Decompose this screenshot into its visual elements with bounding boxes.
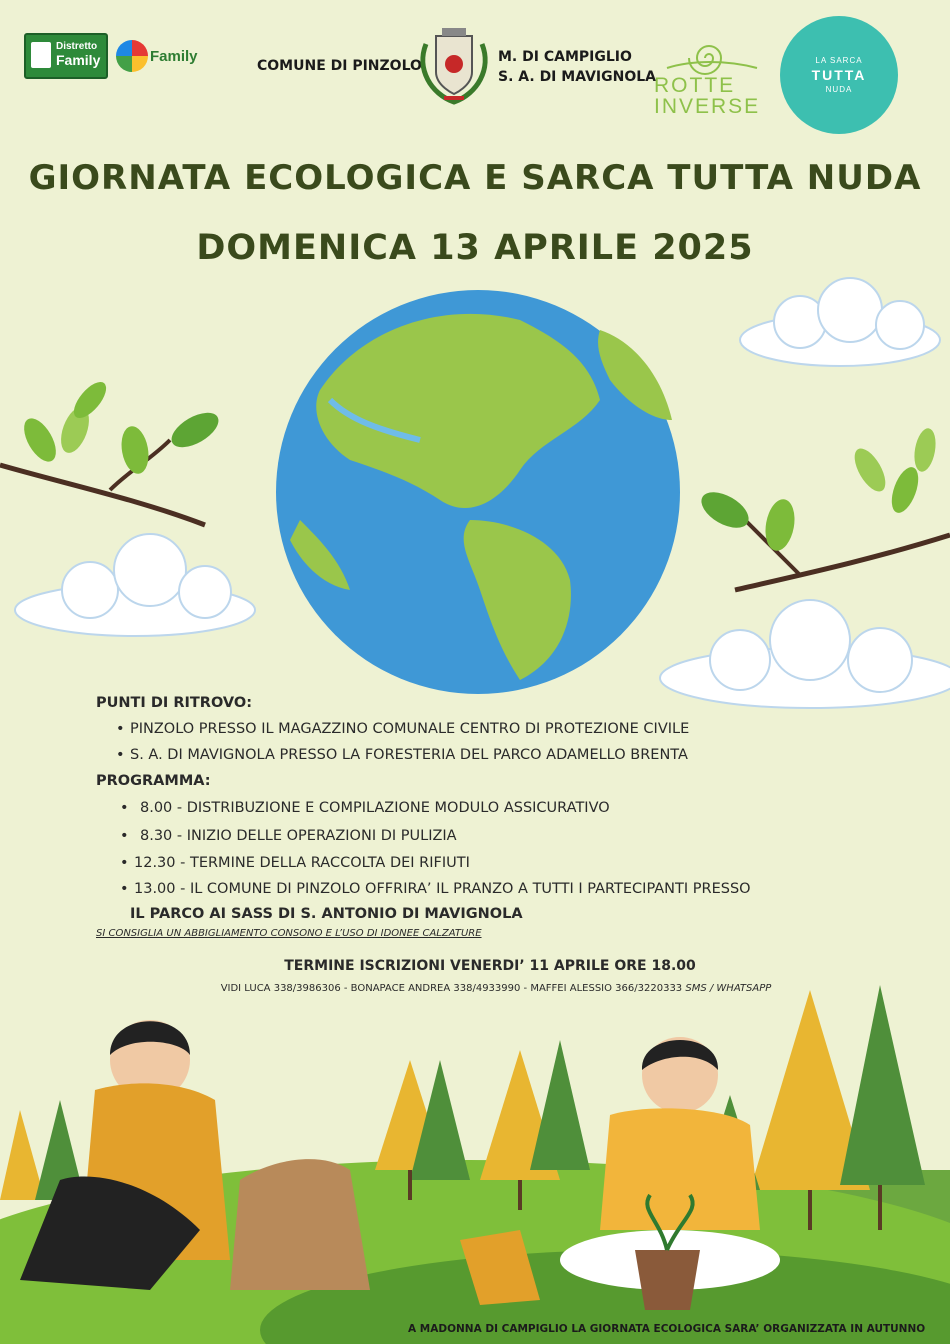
rotte-inverse-logo xyxy=(652,38,767,118)
programma-item: • 12.30 - TERMINE DELLA RACCOLTA DEI RIFIUTI xyxy=(118,850,816,876)
ritrovo-item: • PINZOLO PRESSO IL MAGAZZINO COMUNALE CENTRO DI PROTEZIONE CIVILE xyxy=(114,716,816,742)
sarca-line2: TUTTA xyxy=(811,67,867,83)
landscape-icon xyxy=(0,985,950,1344)
registration-deadline: TERMINE ISCRIZIONI VENERDI’ 11 APRILE ORE 18.00 xyxy=(284,958,696,974)
family-trentino-logo xyxy=(116,38,198,78)
earth-globe-icon xyxy=(276,290,680,694)
programma-item: • 8.00 - DISTRIBUZIONE E COMPILAZIONE MODULO ASSICURATIVO xyxy=(118,794,816,822)
distretto-line2: Family xyxy=(56,52,101,68)
cloud-left-icon xyxy=(15,534,255,636)
distretto-line1: Distretto xyxy=(56,41,98,52)
frazione-mavignola: S. A. DI MAVIGNOLA xyxy=(498,69,656,85)
comune-label: COMUNE DI PINZOLO xyxy=(257,58,422,74)
contacts-line xyxy=(0,983,950,994)
contacts-names: VIDI LUCA 338/3986306 - BONAPACE ANDREA 338/4933990 - MAFFEI ALESSIO 366/3220333 xyxy=(220,983,683,994)
event-date: DOMENICA 13 APRILE 2025 xyxy=(196,228,754,268)
ritrovo-heading: PUNTI DI RITROVO: xyxy=(96,695,252,711)
programma-item: • 8.30 - INIZIO DELLE OPERAZIONI DI PULIZIA xyxy=(118,822,816,850)
municipal-coat-of-arms-icon xyxy=(416,24,492,106)
footer-note: A MADONNA DI CAMPIGLIO LA GIORNATA ECOLOGICA SARA’ ORGANIZZATA IN AUTUNNO xyxy=(408,1323,926,1335)
rotte-line1: ROTTE xyxy=(654,74,736,97)
programma-item: • 13.00 - IL COMUNE DI PINZOLO OFFRIRA’ IL PRANZO A TUTTI I PARTECIPANTI PRESSO xyxy=(118,876,816,902)
distretto-family-logo xyxy=(24,33,108,79)
event-title: GIORNATA ECOLOGICA E SARCA TUTTA NUDA xyxy=(28,158,922,198)
rotte-line2: INVERSE xyxy=(654,95,761,118)
branch-right-icon xyxy=(695,427,950,590)
sarca-tutta-nuda-logo xyxy=(780,16,898,134)
programma-heading: PROGRAMMA: xyxy=(96,773,211,789)
sarca-line1: LA SARCA xyxy=(815,56,863,65)
frazione-campiglio: M. DI CAMPIGLIO xyxy=(498,49,632,65)
info-block xyxy=(96,690,816,942)
family-logo-text: Family xyxy=(150,48,198,65)
distretto-logo-icon xyxy=(31,42,51,68)
ritrovo-item: • S. A. DI MAVIGNOLA PRESSO LA FORESTERIA DEL PARCO ADAMELLO BRENTA xyxy=(114,742,816,768)
spiral-icon xyxy=(652,38,767,76)
cloud-top-right-icon xyxy=(740,278,940,366)
sarca-line3: NUDA xyxy=(825,85,853,94)
programma-continuation: IL PARCO AI SASS DI S. ANTONIO DI MAVIGNOLA xyxy=(130,906,523,922)
branch-left-icon xyxy=(0,377,224,525)
family-logo-icon xyxy=(116,40,148,72)
contacts-suffix: SMS / WHATSAPP xyxy=(685,983,772,994)
clothing-note: SI CONSIGLIA UN ABBIGLIAMENTO CONSONO E L’USO DI IDONEE CALZATURE xyxy=(96,928,482,939)
